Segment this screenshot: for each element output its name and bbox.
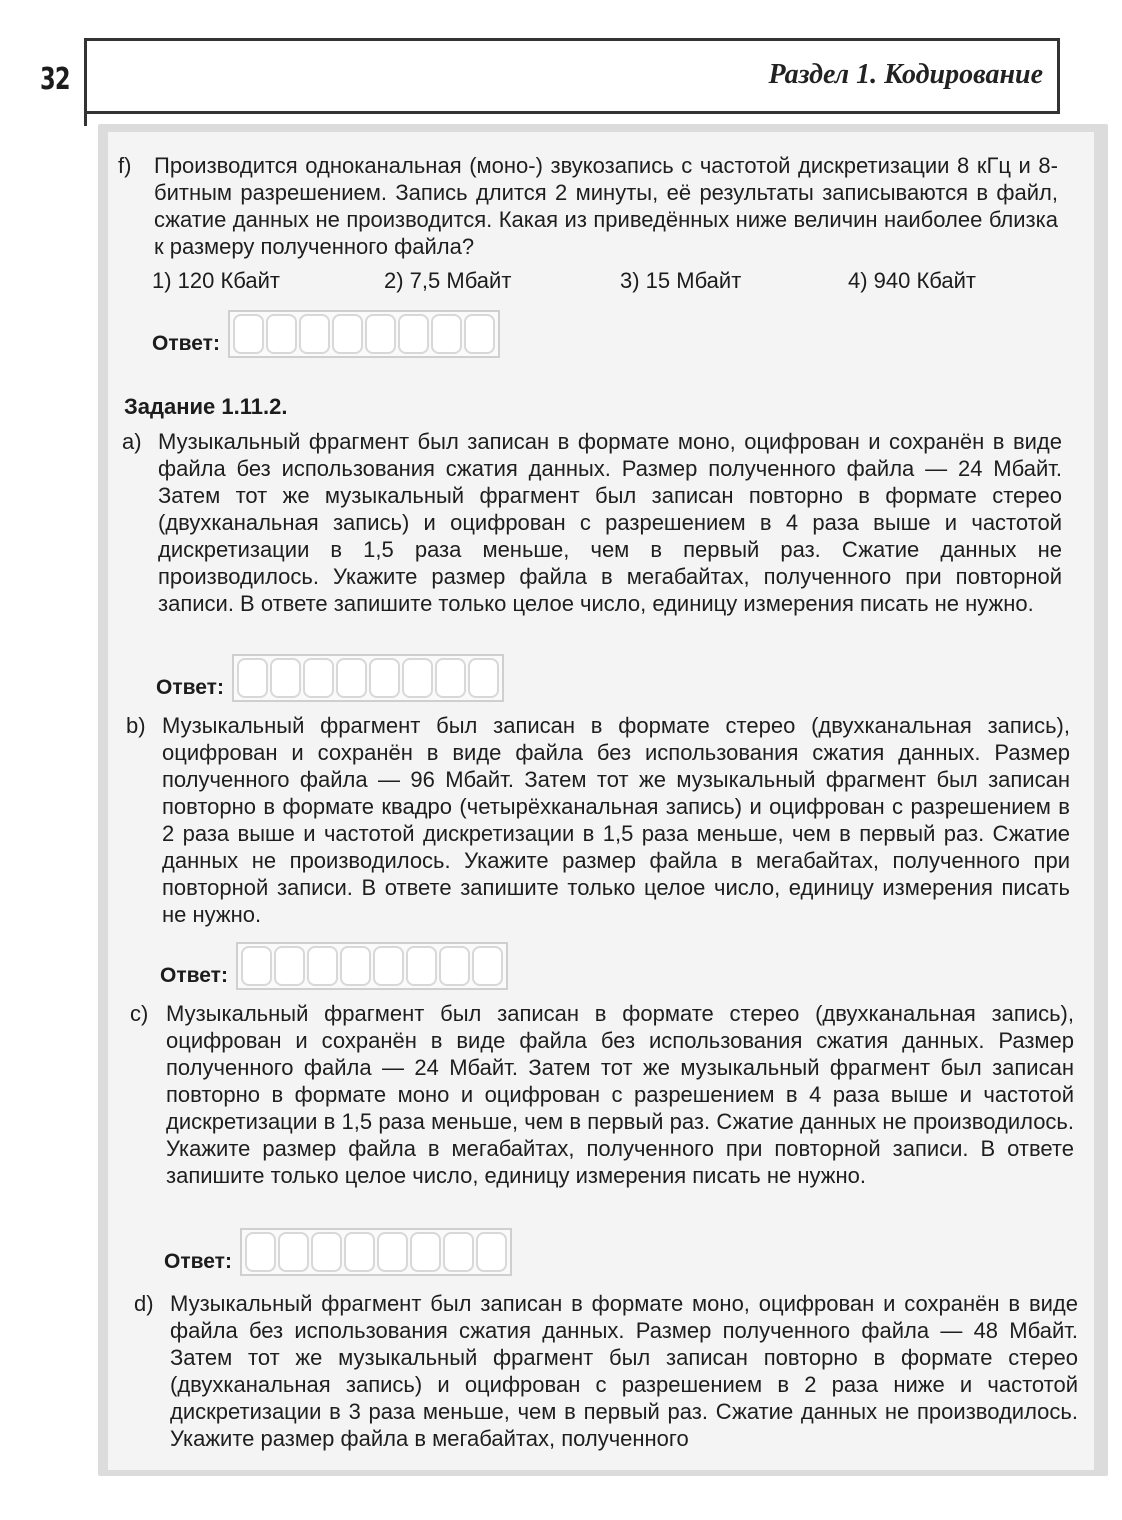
answer-label: Ответ: [164,1250,232,1273]
task-heading: Задание 1.11.2. [124,394,288,419]
task-b-text: Музыкальный фрагмент был записан в формате стерео (двухканальная запись), оцифрован и сохранён в виде файла без использования сжатия данных. Размер полученного файла — 96 Мбайт. Затем тот же музыкальный фрагмент был записан повторно в формате квадро (четырёхканальная запись) и оцифрован с разрешением в 2 раза выше и частотой дискретизации в 1,5 раза меньше, чем в первый раз. Сжатие данных не производилось. Укажите размер файла в мегабайтах, полученного при повторной записи. В ответе запишите только целое число, единицу измерения писать не нужно. [162,713,1070,927]
task-f-options [152,268,1052,298]
answer-cell[interactable] [266,314,297,354]
answer-cell[interactable] [245,1232,276,1272]
answer-cell[interactable] [464,314,495,354]
answer-cell[interactable] [443,1232,474,1272]
header-rule [84,108,87,126]
answer-cell[interactable] [406,946,437,986]
task-c [130,1000,1074,1220]
answer-cell[interactable] [377,1232,408,1272]
answer-cell[interactable] [435,658,466,698]
section-header [84,38,1060,114]
option-4[interactable]: 4) 940 Кбайт [848,268,977,293]
answer-cell[interactable] [369,658,400,698]
answer-row-c [164,1228,512,1276]
answer-cell[interactable] [336,658,367,698]
task-b [126,712,1070,932]
option-3[interactable]: 3) 15 Мбайт [620,268,742,293]
answer-cell[interactable] [344,1232,375,1272]
answer-cell[interactable] [311,1232,342,1272]
answer-cell[interactable] [278,1232,309,1272]
task-a [122,428,1062,644]
task-a-letter: a) [122,429,142,454]
answer-cell[interactable] [270,658,301,698]
answer-cell[interactable] [303,658,334,698]
answer-cell[interactable] [241,946,272,986]
task-d [134,1290,1078,1460]
answer-cell[interactable] [340,946,371,986]
answer-cell[interactable] [365,314,396,354]
answer-cell[interactable] [373,946,404,986]
answer-cell[interactable] [410,1232,441,1272]
task-d-letter: d) [134,1291,154,1316]
task-f-letter: f) [118,153,132,178]
section-title: Раздел 1. Кодирование [768,59,1043,90]
answer-cell[interactable] [398,314,429,354]
answer-cell[interactable] [476,1232,507,1272]
answer-cell[interactable] [307,946,338,986]
option-1[interactable]: 1) 120 Кбайт [152,268,281,293]
answer-label: Ответ: [156,676,224,699]
answer-row-b [160,942,508,990]
answer-cell[interactable] [402,658,433,698]
task-c-letter: c) [130,1001,149,1026]
answer-cells[interactable] [228,310,500,358]
answer-row-a [156,654,504,702]
answer-cell[interactable] [431,314,462,354]
answer-cell[interactable] [233,314,264,354]
answer-cell[interactable] [439,946,470,986]
answer-cell[interactable] [274,946,305,986]
answer-row-f [152,310,500,358]
task-c-text: Музыкальный фрагмент был записан в формате стерео (двухканальная запись), оцифрован и сохранён в виде файла без использования сжатия данных. Размер полученного файла — 24 Мбайт. Затем тот же музыкальный фрагмент был записан повторно в формате моно и оцифрован с разрешением в 4 раза выше и частотой дискретизации в 1,5 раза меньше, чем в первый раз. Сжатие данных не производилось. Укажите размер файла в мегабайтах, полученного при повторной записи. В ответе запишите только целое число, единицу измерения писать не нужно. [166,1001,1074,1188]
answer-cells[interactable] [240,1228,512,1276]
answer-cell[interactable] [299,314,330,354]
task-b-letter: b) [126,713,146,738]
answer-cell[interactable] [332,314,363,354]
answer-cells[interactable] [236,942,508,990]
page-number: 32 [40,62,70,97]
option-2[interactable]: 2) 7,5 Мбайт [384,268,512,293]
task-f-text: Производится одноканальная (моно-) звукозапись с частотой дискретизации 8 кГц и 8-битным разрешением. Запись длится 2 минуты, её результаты записываются в файл, сжатие данных не производится. Какая из приведённых ниже величин наиболее близка к размеру полученного файла? [154,153,1058,259]
answer-cell[interactable] [237,658,268,698]
answer-cell[interactable] [468,658,499,698]
answer-cell[interactable] [472,946,503,986]
task-a-text: Музыкальный фрагмент был записан в формате моно, оцифрован и сохранён в виде файла без использования сжатия данных. Размер полученного файла — 24 Мбайт. Затем тот же музыкальный фрагмент был записан повторно в формате стерео (двухканальная запись) и оцифрован с разрешением в 4 раза выше и частотой дискретизации в 1,5 раза меньше, чем в первый раз. Сжатие данных не производилось. Укажите размер файла в мегабайтах, полученного при повторной записи. В ответе запишите только целое число, единицу измерения писать не нужно. [158,429,1062,616]
task-d-text: Музыкальный фрагмент был записан в формате моно, оцифрован и сохранён в виде файла без использования сжатия данных. Размер полученного файла — 48 Мбайт. Затем тот же музыкальный фрагмент был записан повторно в формате стерео (двухканальная запись) и оцифрован с разрешением в 2 раза ниже и частотой дискретизации в 3 раза меньше, чем в первый раз. Сжатие данных не производилось. Укажите размер файла в мегабайтах, полученного [170,1291,1078,1451]
task-f [118,152,1058,262]
answer-label: Ответ: [160,964,228,987]
answer-cells[interactable] [232,654,504,702]
answer-label: Ответ: [152,332,220,355]
